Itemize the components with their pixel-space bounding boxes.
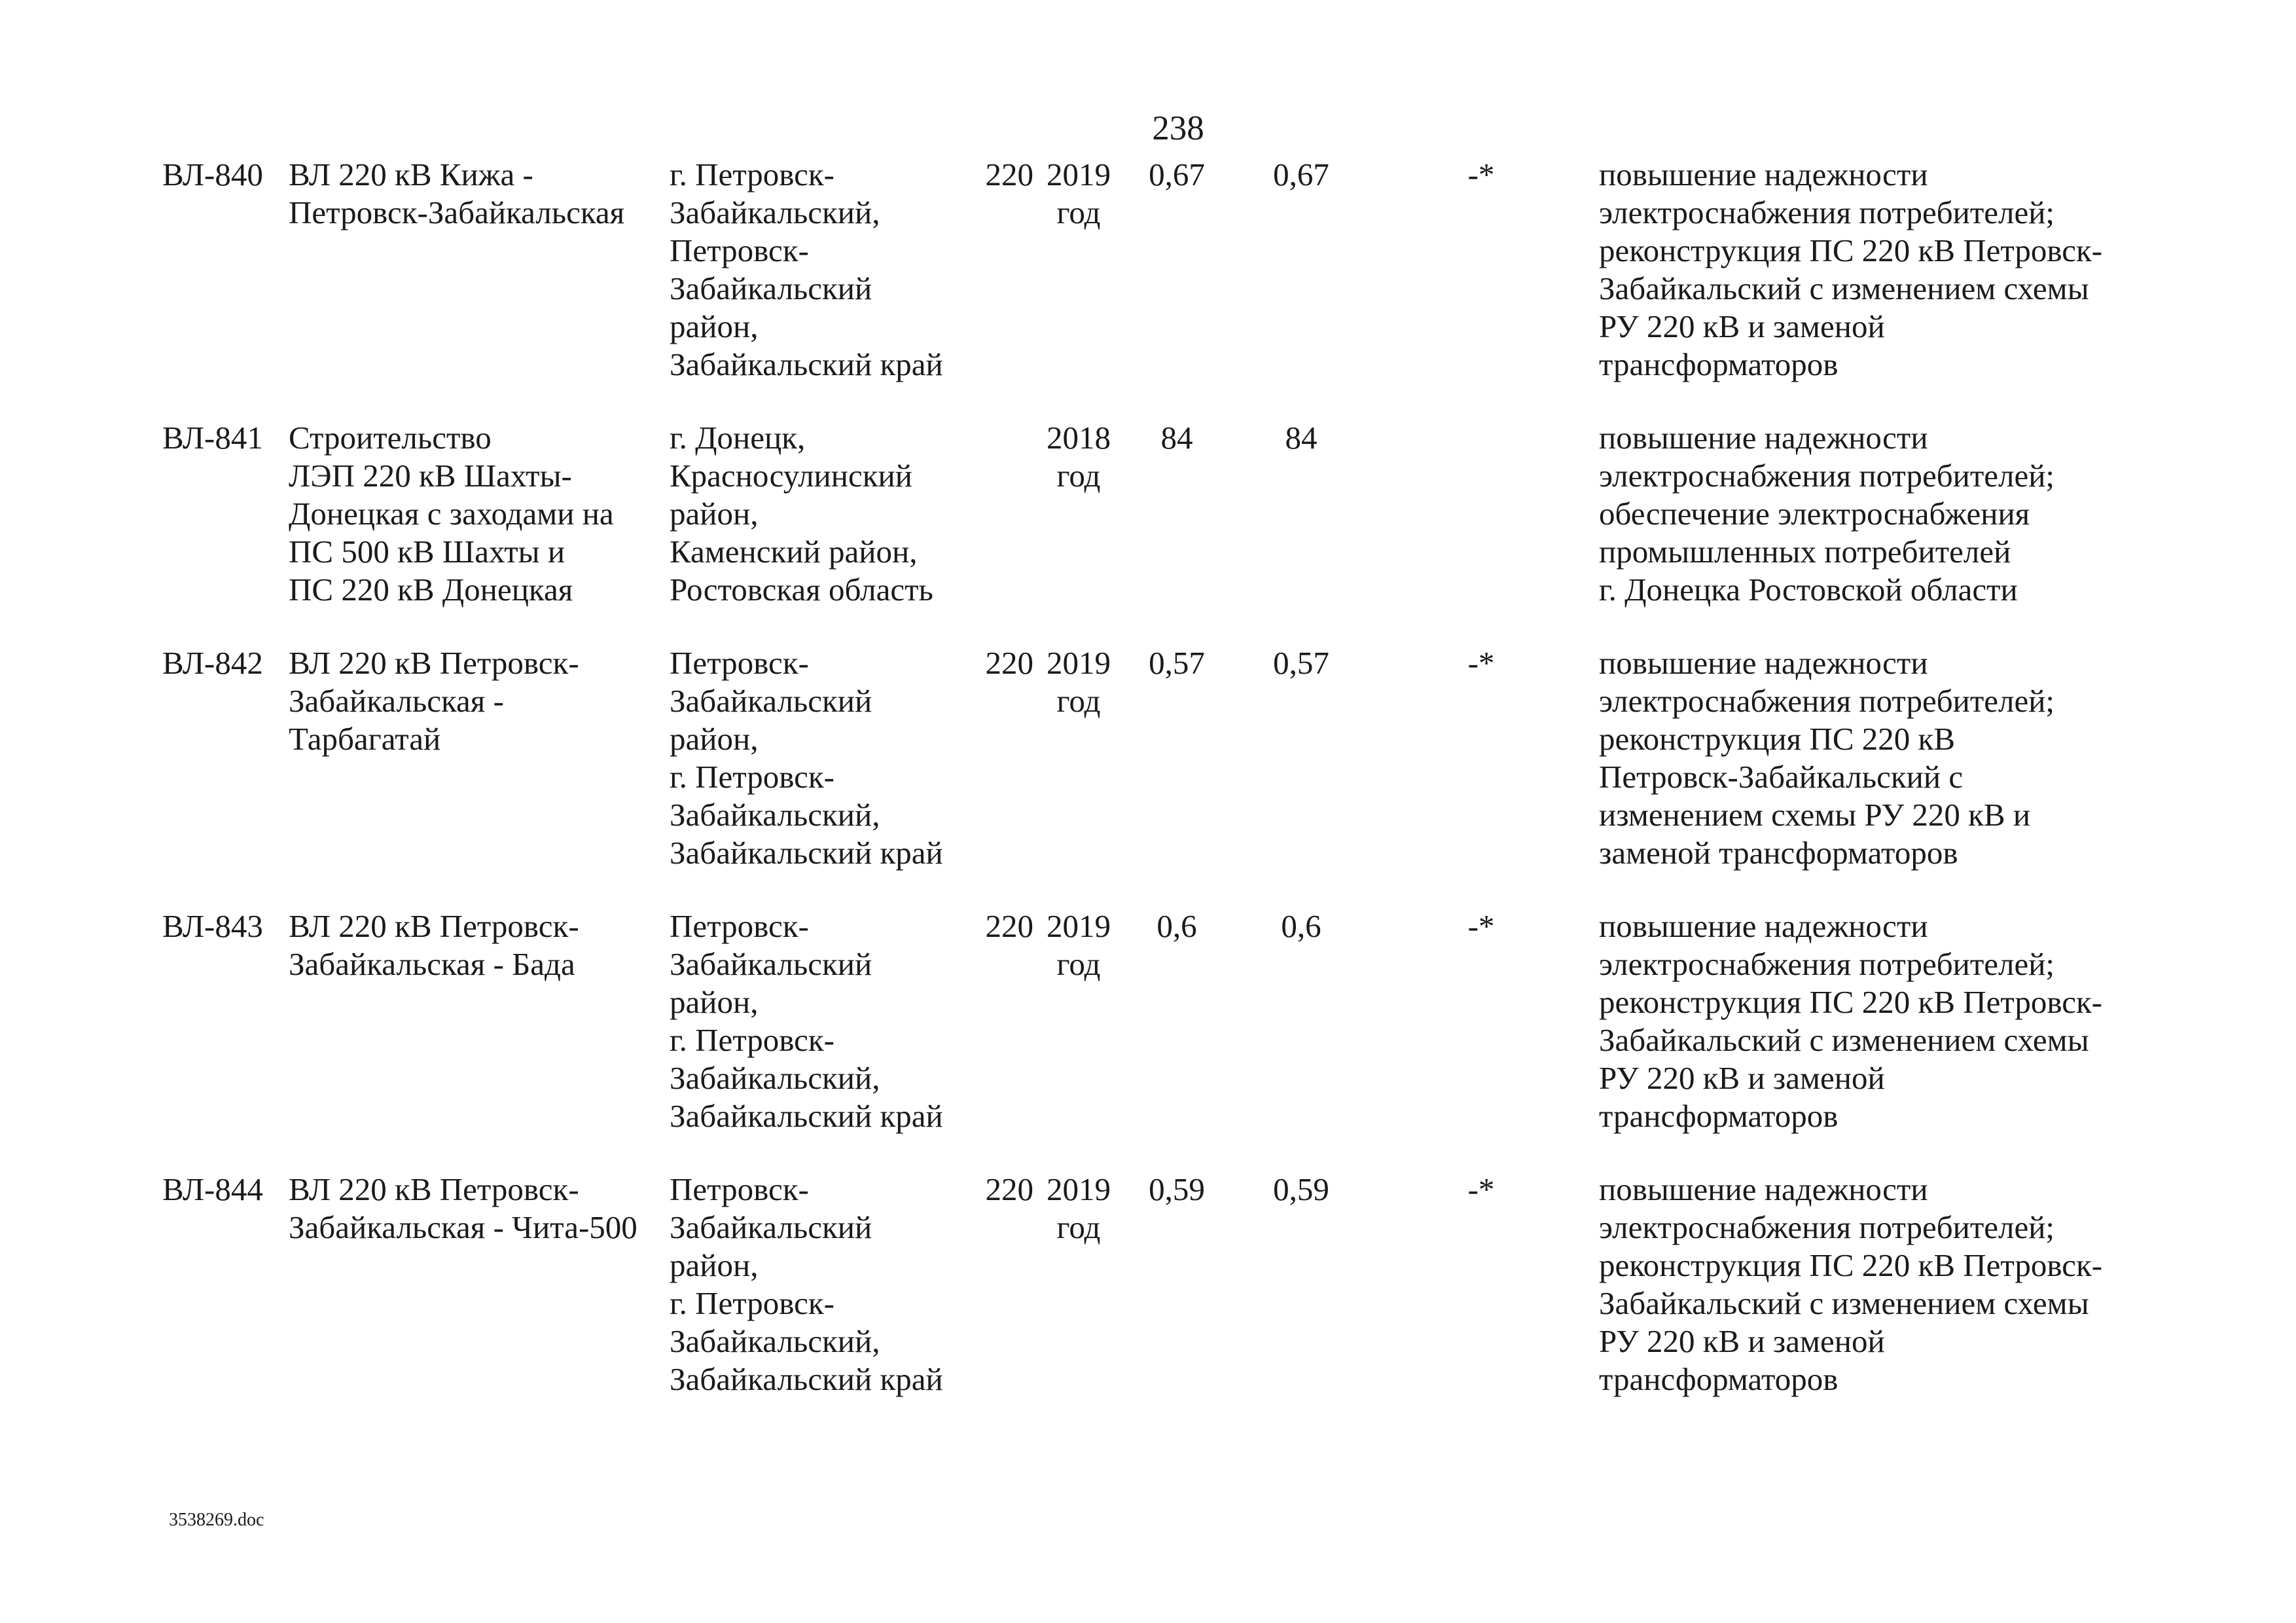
row-length-1: 0,59 <box>1149 1171 1205 1207</box>
row-code: ВЛ-843 <box>162 908 263 944</box>
row-mark <box>1363 419 1599 644</box>
table-row <box>162 907 2159 1171</box>
row-length-1: 0,6 <box>1157 908 1197 944</box>
table-row <box>162 644 2159 907</box>
row-purpose: повышение надежности электроснабжения потребителей; реконструкция ПС 220 кВ Петровск- Забайкальский с изменением схемы РУ 220 кВ и заменой трансформаторов <box>1599 908 2103 1134</box>
table-row <box>162 419 2159 644</box>
row-length-2: 0,59 <box>1273 1171 1329 1207</box>
row-name: Строительство ЛЭП 220 кВ Шахты- Донецкая с заходами на ПС 500 кВ Шахты и ПС 220 кВ Донецкая <box>289 420 614 608</box>
row-purpose: повышение надежности электроснабжения потребителей; реконструкция ПС 220 кВ Петровск- Забайкальский с изменением схемы РУ 220 кВ и заменой трансформаторов <box>1599 156 2103 382</box>
row-location: Петровск- Забайкальский район, г. Петровск- Забайкальский, Забайкальский край <box>670 1171 943 1397</box>
row-location: Петровск- Забайкальский район, г. Петровск- Забайкальский, Забайкальский край <box>670 645 943 871</box>
row-location: Петровск- Забайкальский район, г. Петровск- Забайкальский, Забайкальский край <box>670 908 943 1134</box>
row-length-1: 0,57 <box>1149 645 1205 681</box>
row-mark: -* <box>1467 156 1495 192</box>
row-purpose: повышение надежности электроснабжения потребителей; реконструкция ПС 220 кВ Петровск-Забайкальский с изменением схемы РУ 220 кВ и заменой трансформаторов <box>1599 645 2055 871</box>
row-name: ВЛ 220 кВ Кижа - Петровск-Забайкальская <box>289 156 625 230</box>
row-code: ВЛ-844 <box>162 1171 263 1207</box>
row-length-1: 84 <box>1160 420 1193 456</box>
row-purpose: повышение надежности электроснабжения потребителей; обеспечение электроснабжения промышленных потребителей г. Донецка Ростовской области <box>1599 420 2055 608</box>
row-mark: -* <box>1467 1171 1495 1207</box>
row-length-2: 84 <box>1285 420 1318 456</box>
table-row <box>162 156 2159 419</box>
row-purpose: повышение надежности электроснабжения потребителей; реконструкция ПС 220 кВ Петровск- Забайкальский с изменением схемы РУ 220 кВ и заменой трансформаторов <box>1599 1171 2103 1397</box>
row-length-2: 0,67 <box>1273 156 1329 192</box>
row-mark: -* <box>1467 908 1495 944</box>
row-mark: -* <box>1467 645 1495 681</box>
row-voltage: 220 <box>985 645 1033 681</box>
row-year: 2019 год <box>1047 1171 1111 1245</box>
footer-file-code: 3538269.doc <box>169 1510 264 1530</box>
row-name: ВЛ 220 кВ Петровск- Забайкальская - Бада <box>289 908 579 982</box>
row-length-2: 0,57 <box>1273 645 1329 681</box>
row-location: г. Петровск- Забайкальский, Петровск- Забайкальский район, Забайкальский край <box>670 156 943 382</box>
row-year: 2019 год <box>1047 156 1111 230</box>
row-code: ВЛ-841 <box>162 420 263 456</box>
row-year: 2019 год <box>1047 908 1111 982</box>
row-code: ВЛ-842 <box>162 645 263 681</box>
row-year: 2019 год <box>1047 645 1111 719</box>
row-location: г. Донецк, Красносулинский район, Каменский район, Ростовская область <box>670 420 933 608</box>
row-voltage <box>971 419 1043 644</box>
page-number: 238 <box>1152 109 1204 147</box>
row-code: ВЛ-840 <box>162 156 263 192</box>
row-voltage: 220 <box>985 908 1033 944</box>
row-voltage: 220 <box>985 156 1033 192</box>
row-length-2: 0,6 <box>1281 908 1321 944</box>
facilities-table <box>162 156 2159 1398</box>
row-name: ВЛ 220 кВ Петровск- Забайкальская - Тарбагатай <box>289 645 579 757</box>
row-length-1: 0,67 <box>1149 156 1205 192</box>
row-year: 2018 год <box>1047 420 1111 494</box>
row-name: ВЛ 220 кВ Петровск- Забайкальская - Чита-500 <box>289 1171 637 1245</box>
table-row <box>162 1171 2159 1398</box>
row-voltage: 220 <box>985 1171 1033 1207</box>
